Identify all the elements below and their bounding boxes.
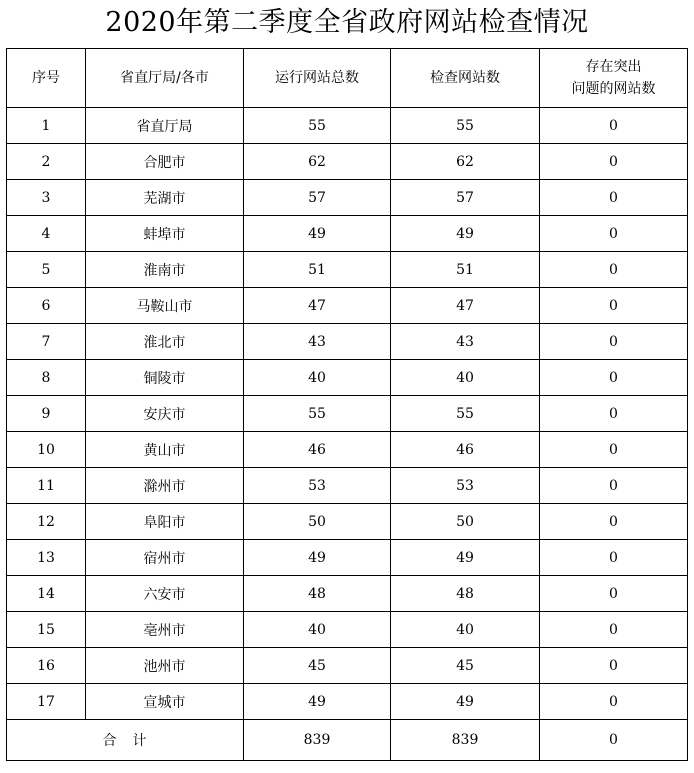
table-row	[7, 684, 688, 720]
cell-index: 7	[7, 324, 86, 360]
cell-problem: 0	[540, 612, 688, 648]
cell-index: 1	[7, 108, 86, 144]
page-title: 2020年第二季度全省政府网站检查情况	[105, 7, 589, 38]
total-problem: 0	[540, 720, 688, 761]
cell-unit: 安庆市	[86, 396, 244, 432]
cell-problem: 0	[540, 648, 688, 684]
cell-checked: 50	[391, 504, 540, 540]
table-row	[7, 612, 688, 648]
cell-running: 57	[244, 180, 391, 216]
cell-running: 62	[244, 144, 391, 180]
cell-index: 3	[7, 180, 86, 216]
cell-problem: 0	[540, 468, 688, 504]
cell-checked: 40	[391, 360, 540, 396]
header-problem-line2: 问题的网站数	[571, 81, 656, 97]
header-checked-total: 检查网站数	[391, 49, 540, 108]
header-running-total: 运行网站总数	[244, 49, 391, 108]
cell-unit: 黄山市	[86, 432, 244, 468]
cell-checked: 47	[391, 288, 540, 324]
cell-running: 40	[244, 360, 391, 396]
cell-running: 51	[244, 252, 391, 288]
cell-checked: 49	[391, 540, 540, 576]
website-inspection-table	[6, 48, 688, 761]
cell-index: 6	[7, 288, 86, 324]
cell-problem: 0	[540, 216, 688, 252]
cell-unit: 蚌埠市	[86, 216, 244, 252]
cell-running: 46	[244, 432, 391, 468]
table-row	[7, 468, 688, 504]
cell-problem: 0	[540, 180, 688, 216]
cell-problem: 0	[540, 540, 688, 576]
cell-running: 48	[244, 576, 391, 612]
cell-unit: 淮南市	[86, 252, 244, 288]
cell-unit: 六安市	[86, 576, 244, 612]
cell-checked: 51	[391, 252, 540, 288]
cell-unit: 宣城市	[86, 684, 244, 720]
cell-checked: 40	[391, 612, 540, 648]
table-body	[7, 108, 688, 720]
cell-unit: 池州市	[86, 648, 244, 684]
cell-checked: 55	[391, 108, 540, 144]
cell-running: 49	[244, 540, 391, 576]
table-row	[7, 180, 688, 216]
cell-problem: 0	[540, 684, 688, 720]
header-unit: 省直厅局/各市	[86, 49, 244, 108]
cell-checked: 62	[391, 144, 540, 180]
cell-problem: 0	[540, 504, 688, 540]
cell-unit: 合肥市	[86, 144, 244, 180]
cell-unit: 宿州市	[86, 540, 244, 576]
cell-checked: 49	[391, 216, 540, 252]
cell-problem: 0	[540, 252, 688, 288]
cell-problem: 0	[540, 144, 688, 180]
cell-unit: 马鞍山市	[86, 288, 244, 324]
cell-running: 53	[244, 468, 391, 504]
table-row	[7, 396, 688, 432]
cell-unit: 滁州市	[86, 468, 244, 504]
cell-index: 17	[7, 684, 86, 720]
cell-index: 16	[7, 648, 86, 684]
cell-index: 4	[7, 216, 86, 252]
cell-checked: 57	[391, 180, 540, 216]
cell-problem: 0	[540, 360, 688, 396]
cell-problem: 0	[540, 432, 688, 468]
cell-index: 15	[7, 612, 86, 648]
cell-unit: 铜陵市	[86, 360, 244, 396]
cell-problem: 0	[540, 108, 688, 144]
cell-running: 49	[244, 216, 391, 252]
cell-running: 45	[244, 648, 391, 684]
cell-running: 47	[244, 288, 391, 324]
cell-unit: 芜湖市	[86, 180, 244, 216]
cell-checked: 49	[391, 684, 540, 720]
cell-checked: 43	[391, 324, 540, 360]
cell-unit: 亳州市	[86, 612, 244, 648]
header-problem-line1: 存在突出	[585, 59, 642, 75]
table-row	[7, 144, 688, 180]
table-row	[7, 108, 688, 144]
cell-index: 9	[7, 396, 86, 432]
cell-index: 10	[7, 432, 86, 468]
cell-index: 14	[7, 576, 86, 612]
table-row	[7, 216, 688, 252]
cell-checked: 53	[391, 468, 540, 504]
cell-running: 55	[244, 396, 391, 432]
cell-problem: 0	[540, 396, 688, 432]
cell-checked: 46	[391, 432, 540, 468]
table-row	[7, 648, 688, 684]
total-running: 839	[244, 720, 391, 761]
cell-index: 8	[7, 360, 86, 396]
table-row	[7, 576, 688, 612]
cell-running: 50	[244, 504, 391, 540]
cell-checked: 48	[391, 576, 540, 612]
cell-index: 11	[7, 468, 86, 504]
cell-index: 5	[7, 252, 86, 288]
cell-running: 55	[244, 108, 391, 144]
cell-index: 12	[7, 504, 86, 540]
total-label: 合 计	[7, 720, 244, 761]
cell-problem: 0	[540, 288, 688, 324]
total-checked: 839	[391, 720, 540, 761]
cell-running: 49	[244, 684, 391, 720]
cell-problem: 0	[540, 576, 688, 612]
cell-index: 13	[7, 540, 86, 576]
cell-unit: 省直厅局	[86, 108, 244, 144]
table-row	[7, 504, 688, 540]
cell-checked: 55	[391, 396, 540, 432]
table-row	[7, 288, 688, 324]
table-row	[7, 252, 688, 288]
table-row	[7, 540, 688, 576]
cell-running: 43	[244, 324, 391, 360]
cell-unit: 阜阳市	[86, 504, 244, 540]
table-row	[7, 432, 688, 468]
table-row	[7, 324, 688, 360]
cell-running: 40	[244, 612, 391, 648]
table-total-row	[7, 720, 688, 761]
cell-problem: 0	[540, 324, 688, 360]
header-index: 序号	[7, 49, 86, 108]
cell-checked: 45	[391, 648, 540, 684]
cell-unit: 淮北市	[86, 324, 244, 360]
table-header-row	[7, 49, 688, 108]
table-row	[7, 360, 688, 396]
cell-index: 2	[7, 144, 86, 180]
header-problem-count	[540, 49, 688, 108]
